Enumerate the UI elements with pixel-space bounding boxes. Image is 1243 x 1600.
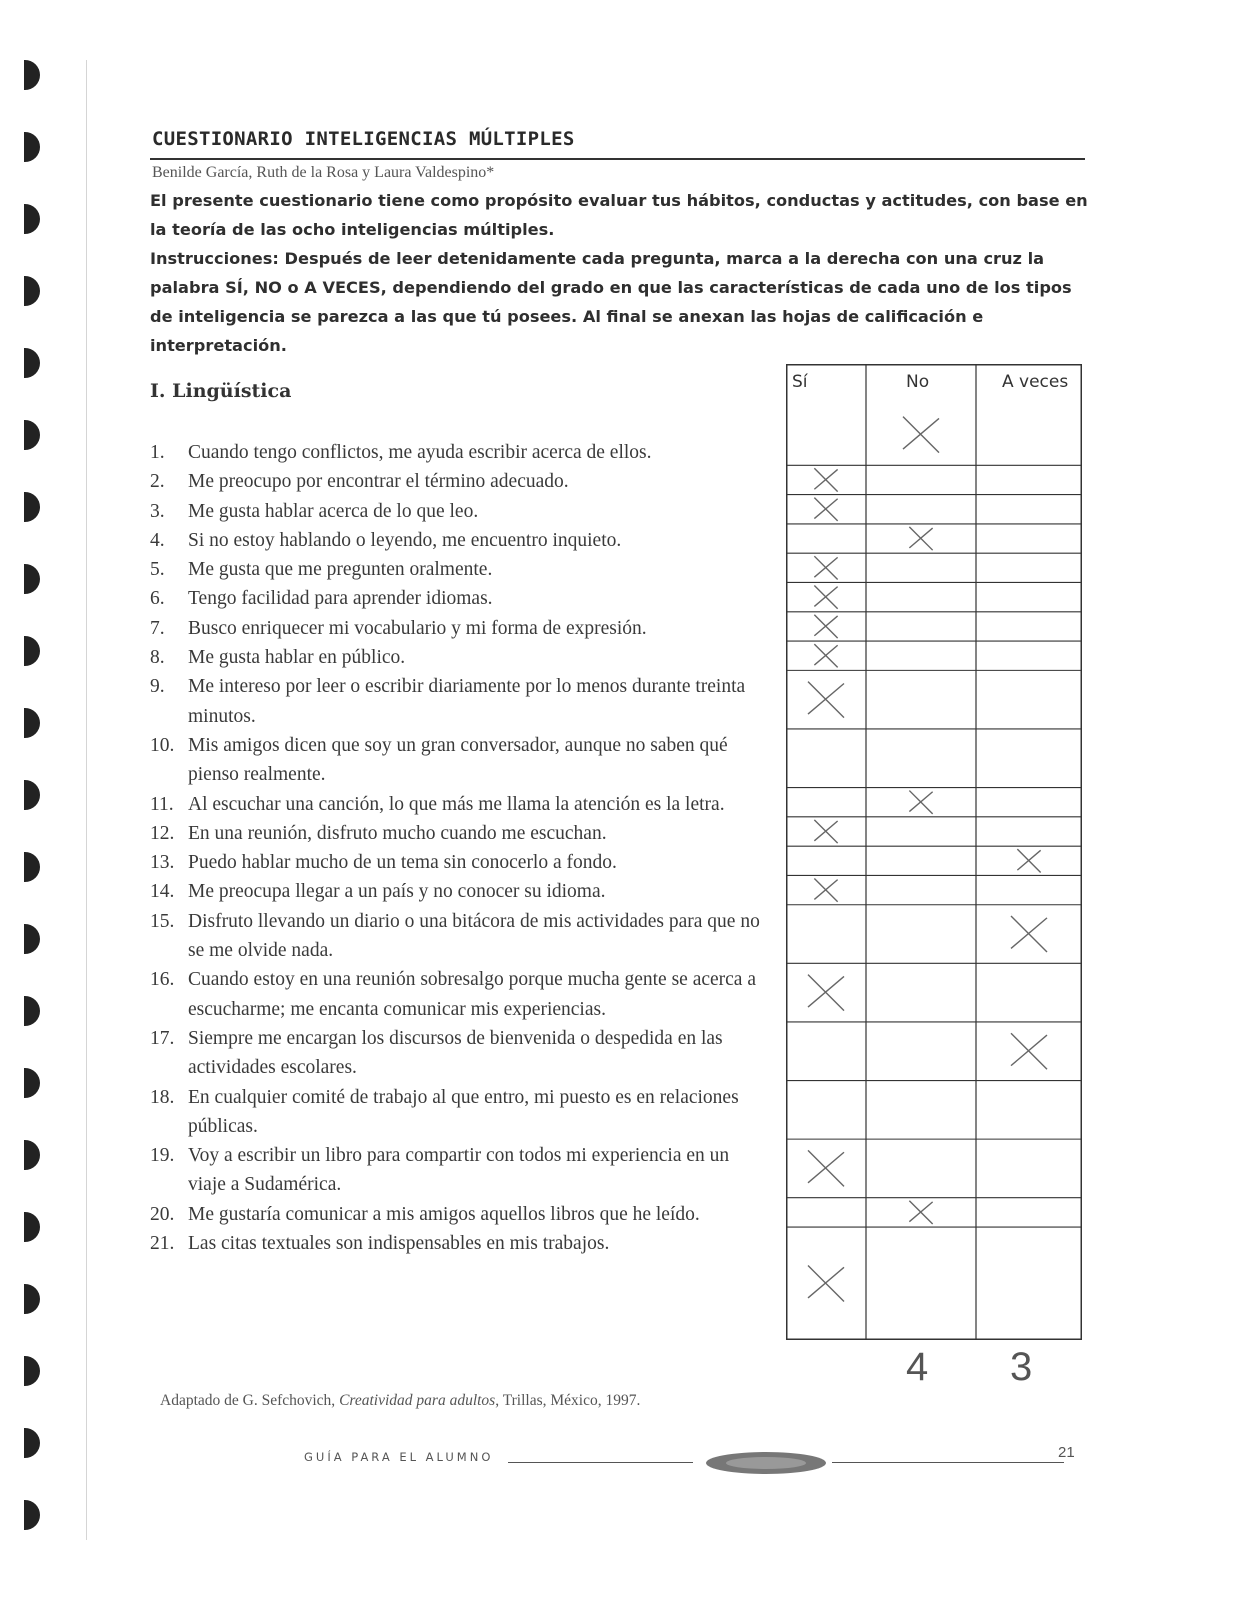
question-item	[150, 1200, 765, 1229]
question-item	[150, 584, 765, 613]
question-text: Busco enriquecer mi vocabulario y mi forma de expresión.	[188, 617, 647, 639]
question-item	[150, 438, 765, 467]
question-text: Mis amigos dicen que soy un gran conversador, aunque no saben qué pienso realmente.	[188, 734, 728, 786]
question-text: Puedo hablar mucho de un tema sin conocerlo a fondo.	[188, 852, 617, 874]
answer-mark-x-icon	[814, 820, 837, 843]
question-number: 21.	[150, 1233, 175, 1255]
question-item	[150, 907, 765, 966]
question-item	[150, 1083, 765, 1142]
question-item	[150, 819, 765, 848]
question-item	[150, 614, 765, 643]
intro-purpose: El presente cuestionario tiene como propósito evaluar tus hábitos, conductas y actitudes, con base en la teoría de las ocho inteligencias múltiples.	[150, 191, 1088, 239]
answer-mark-x-icon	[1017, 849, 1040, 872]
question-number: 3.	[150, 500, 165, 522]
question-text: Voy a escribir un libro para compartir con todos mi experiencia en un viaje a Sudamérica.	[188, 1145, 730, 1196]
intro-instructions: Instrucciones: Después de leer detenidamente cada pregunta, marca a la derecha con una cruz la palabra SÍ, NO o A VECES, dependiendo del grado en que las características de cada uno de los tipos de inteligencia se parezca a las que tú posees. Al final se anexan las hojas de calificación e interpretación.	[150, 249, 1072, 355]
column-header-no: No	[906, 372, 930, 392]
source-book: Creatividad para adultos	[339, 1392, 496, 1409]
question-item	[150, 965, 765, 1024]
question-text: Cuando tengo conflictos, me ayuda escribir acerca de ellos.	[188, 442, 652, 463]
question-text: En una reunión, disfruto mucho cuando me escuchan.	[188, 822, 607, 844]
question-item	[150, 497, 765, 526]
question-number: 11.	[150, 793, 174, 815]
title-divider	[150, 158, 1085, 160]
question-item	[150, 731, 765, 790]
question-text: En cualquier comité de trabajo al que entro, mi puesto es en relaciones públicas.	[188, 1086, 739, 1137]
question-item	[150, 555, 765, 584]
question-item	[150, 848, 765, 877]
question-number: 2.	[150, 471, 165, 493]
question-text: Me preocupo por encontrar el término adecuado.	[188, 471, 569, 493]
question-number: 16.	[150, 969, 175, 991]
question-number: 9.	[150, 676, 165, 698]
question-number: 19.	[150, 1145, 175, 1167]
answer-mark-x-icon	[1011, 1033, 1047, 1069]
question-text: Tengo facilidad para aprender idiomas.	[188, 588, 493, 610]
section-title: I. Lingüística	[150, 380, 292, 402]
question-text: Las citas textuales son indispensables en mis trabajos.	[188, 1233, 610, 1255]
question-number: 12.	[150, 822, 175, 844]
binding-holes	[24, 60, 64, 1540]
intro-block	[150, 186, 1090, 360]
question-number: 13.	[150, 852, 175, 874]
question-item	[150, 526, 765, 555]
question-item	[150, 1141, 765, 1200]
question-item	[150, 790, 765, 819]
question-number: 8.	[150, 647, 165, 669]
answer-mark-x-icon	[808, 1266, 844, 1302]
footer-logo-icon	[703, 1450, 829, 1476]
footer-label: GUÍA PARA EL ALUMNO	[304, 1450, 494, 1464]
answer-mark-x-icon	[1011, 916, 1047, 952]
answer-mark-x-icon	[808, 975, 844, 1011]
answer-grid-svg	[786, 364, 1082, 1340]
question-item	[150, 467, 765, 496]
question-number: 14.	[150, 881, 175, 903]
answer-mark-x-icon	[909, 791, 932, 814]
question-number: 17.	[150, 1027, 175, 1049]
source-suffix: , Trillas, México, 1997.	[495, 1392, 641, 1409]
question-text: Me gusta hablar en público.	[188, 647, 406, 669]
question-text: Me preocupa llegar a un país y no conocer su idioma.	[188, 881, 606, 903]
column-header-si: Sí	[792, 372, 808, 392]
answer-mark-x-icon	[909, 1201, 932, 1224]
question-number: 4.	[150, 529, 165, 551]
question-list	[150, 438, 765, 1258]
question-item	[150, 1024, 765, 1083]
footer-rule-right	[832, 1462, 1064, 1463]
answer-mark-x-icon	[808, 1150, 844, 1186]
answer-mark-x-icon	[814, 498, 837, 521]
answer-mark-x-icon	[808, 682, 844, 718]
question-text: Cuando estoy en una reunión sobresalgo porque mucha gente se acerca a escucharme; me encanta comunicar mis experiencias.	[188, 969, 756, 1020]
question-text: Siempre me encargan los discursos de bienvenida o despedida en las actividades escolares.	[188, 1027, 723, 1079]
answer-mark-x-icon	[909, 527, 932, 550]
grid-border	[787, 365, 1082, 1340]
question-text: Me gustaría comunicar a mis amigos aquellos libros que he leído.	[188, 1203, 700, 1225]
answer-mark-x-icon	[903, 417, 939, 453]
question-number: 6.	[150, 588, 165, 610]
question-number: 1.	[150, 442, 165, 463]
question-text: Me intereso por leer o escribir diariamente por lo menos durante treinta minutos.	[188, 676, 746, 727]
question-number: 7.	[150, 617, 165, 639]
answer-mark-x-icon	[814, 556, 837, 579]
authors: Benilde García, Ruth de la Rosa y Laura Valdespino*	[152, 164, 495, 181]
question-text: Disfruto llevando un diario o una bitácora de mis actividades para que no se me olvide nada.	[188, 910, 760, 962]
source-citation	[160, 1392, 640, 1410]
source-prefix: Adaptado de G. Sefchovich,	[160, 1392, 340, 1409]
question-text: Me gusta hablar acerca de lo que leo.	[188, 500, 479, 522]
question-item	[150, 643, 765, 672]
question-item	[150, 672, 765, 731]
question-item	[150, 1229, 765, 1258]
question-number: 18.	[150, 1086, 175, 1108]
answer-mark-x-icon	[814, 585, 837, 608]
question-text: Me gusta que me pregunten oralmente.	[188, 559, 493, 581]
page-title: CUESTIONARIO INTELIGENCIAS MÚLTIPLES	[152, 128, 575, 150]
total-no: 4	[906, 1345, 929, 1389]
answer-mark-x-icon	[814, 644, 837, 667]
answer-mark-x-icon	[814, 878, 837, 901]
question-number: 10.	[150, 734, 175, 756]
question-number: 5.	[150, 559, 165, 581]
question-item	[150, 877, 765, 906]
question-number: 15.	[150, 910, 175, 932]
question-text: Al escuchar una canción, lo que más me llama la atención es la letra.	[188, 793, 725, 815]
page-number: 21	[1058, 1444, 1075, 1461]
column-header-a-veces: A veces	[1002, 372, 1069, 392]
footer-rule-left	[508, 1462, 693, 1463]
answer-grid	[786, 364, 1082, 1340]
answer-mark-x-icon	[814, 468, 837, 491]
question-number: 20.	[150, 1203, 175, 1225]
total-a-veces: 3	[1010, 1345, 1033, 1389]
answer-mark-x-icon	[814, 615, 837, 638]
question-text: Si no estoy hablando o leyendo, me encuentro inquieto.	[188, 529, 622, 551]
